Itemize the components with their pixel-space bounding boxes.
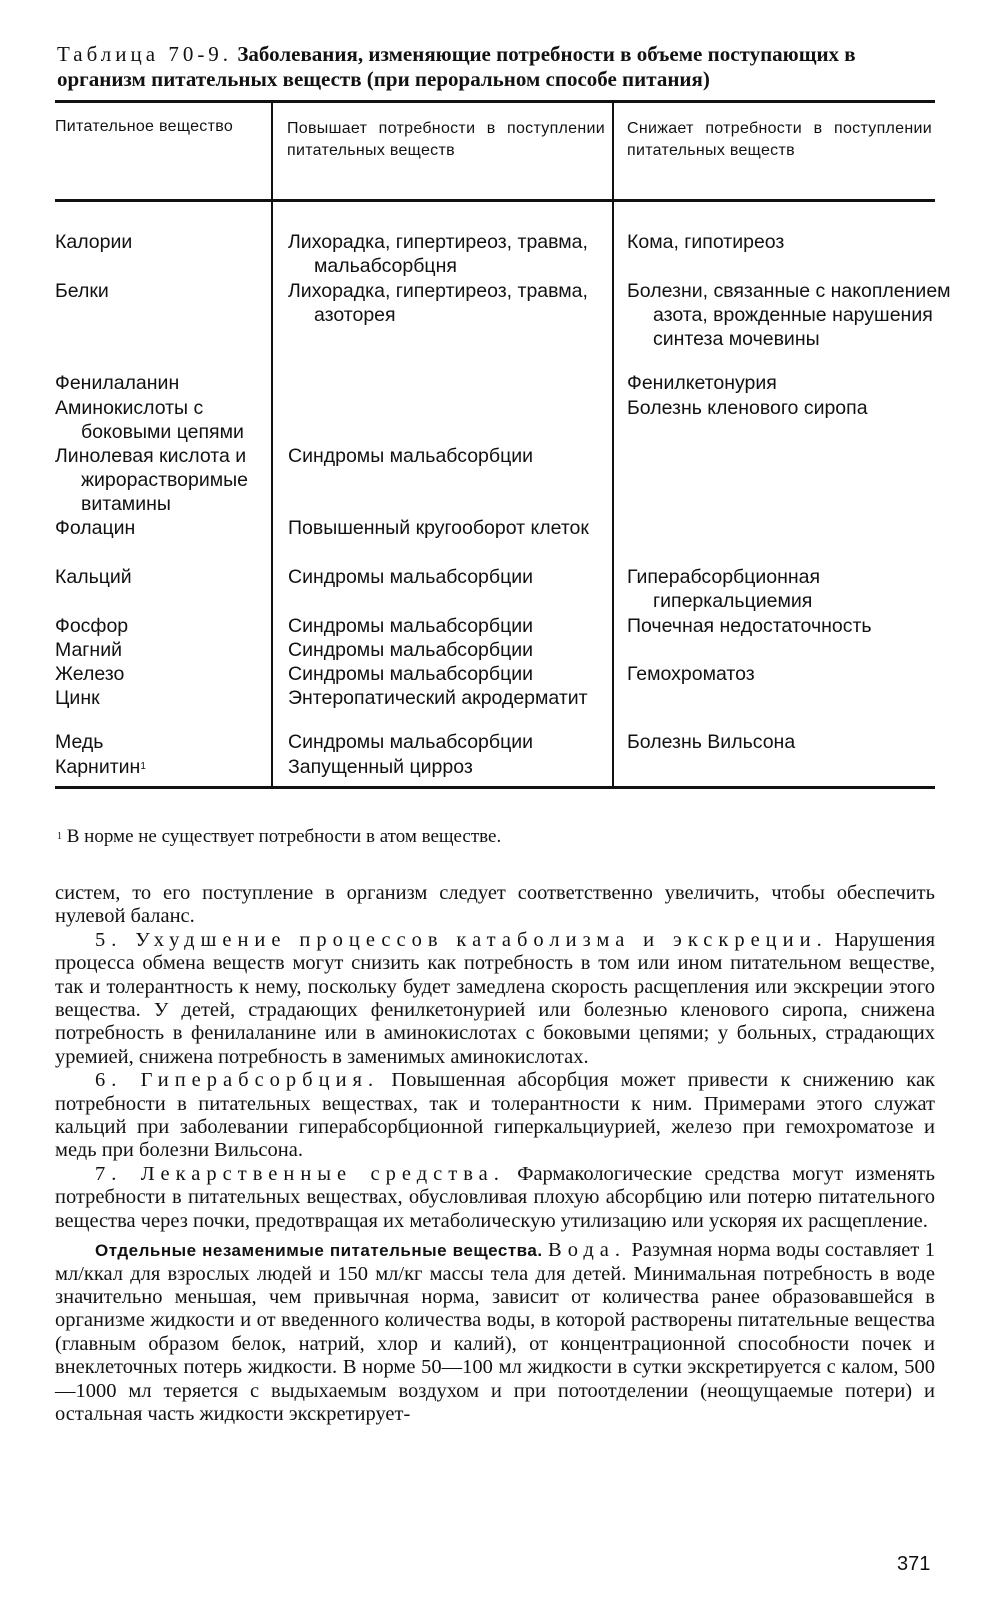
run-in-heading: Отдельные незаменимые питательные вещества. — [95, 1241, 543, 1261]
table-title: Заболевания, изменяющие потребности в объеме поступающих в организм питательных веществ (при пероральном способе питания) — [57, 42, 856, 91]
cell-increase: Запущенный цирроз — [288, 756, 473, 778]
cell-nutrient: Магний — [55, 639, 122, 661]
paragraph — [55, 929, 935, 1069]
section-heading: 7. Лекарственные средства. — [95, 1162, 505, 1185]
cell-nutrient: Фолацин — [55, 517, 136, 539]
table-body — [55, 230, 951, 780]
cell-nutrient: Белки — [55, 280, 109, 302]
cell-increase: Синдромы мальабсорбции — [288, 445, 534, 467]
table-row — [55, 614, 935, 638]
paragraph-text: Нарушения процесса обмена веществ могут снизить как потребность в том или ином питательном веществе, так и толерантность к нему, поскольку будет замедлена скорость расщепления или экскреции этого вещества. У детей, страдающих фенилкетонурией или болезнью кленового сиропа, снижена потребность в фенилаланине или в аминокислотах с боковыми цепями; у больных, страдающих уремией, снижена потребность в заменимых аминокислотах. — [55, 928, 936, 1068]
cell-decrease: Болезнь Вильсона — [627, 731, 796, 753]
header-increase: Повышает потребности в поступлении питательных веществ — [287, 120, 605, 159]
table-bottom-rule — [55, 786, 935, 789]
cell-nutrient: Железо — [55, 663, 125, 685]
header-decrease: Снижает потребности в поступлении питательных веществ — [627, 120, 932, 159]
table-row — [55, 279, 951, 371]
cell-nutrient: Цинк — [55, 687, 100, 709]
paragraph-text: Фармакологические средства могут изменять потребности в питательных веществах, обусловливая плохую абсорбцию или потерю питательного вещества через почки, предотвращая их метаболическую утилизацию или ускоряя их расщепление. — [55, 1162, 935, 1232]
cell-decrease: Почечная недостаточность — [627, 615, 872, 637]
cell-nutrient: Линолевая кислота и жирорастворимые витамины — [55, 445, 248, 515]
cell-nutrient: Аминокислоты с боковыми цепями — [55, 397, 244, 443]
body-text — [55, 882, 935, 1426]
header-nutrient: Питательное вещество — [55, 118, 234, 135]
cell-decrease: Болезнь кленового сиропа — [627, 397, 868, 419]
table-row — [55, 516, 935, 565]
cell-increase: Синдромы мальабсорбции — [288, 615, 534, 637]
cell-increase: Энтеропатический акродерматит — [288, 687, 588, 709]
table-row — [55, 755, 935, 780]
section-heading: 5. Ухудшение процессов катаболизма и экскреции. — [95, 928, 828, 951]
paragraph: систем, то его поступление в организм следует соответственно увеличить, чтобы обеспечить нулевой баланс. — [55, 882, 935, 928]
table-top-rule — [55, 100, 935, 103]
cell-nutrient: Фенилаланин — [55, 372, 180, 394]
cell-nutrient: Фосфор — [55, 615, 129, 637]
carnitine-label: Карнитин — [55, 756, 141, 778]
subsection-heading: Вода. — [548, 1239, 627, 1262]
cell-decrease: Кома, гипотиреоз — [627, 231, 785, 253]
cell-increase: Лихорадка, гипертиреоз, травма, мальабсорбцня — [288, 231, 588, 277]
footnote-text: В норме не существует потребности в атом веществе. — [66, 826, 502, 847]
cell-decrease: Гиперабсорбционная гиперкальциемия — [627, 566, 821, 612]
paragraph-text: Разумная норма воды составляет 1 мл/ккал для взрослых людей и 150 мл/кг массы тела для детей. Минимальная потребность в воде значительно меньшая, чем привычная норма, зависит от количества ранее образовавшейся в организме жидкости и от введенного количества воды, в которой растворены питательные вещества (главным образом белок, натрий, хлор и калий), от концентрационной способности почек и внеклеточных потерь жидкости. В норме 50—100 мл жидкости в сутки экскретируется с калом, 500—1000 мл теряется с выдыхаемым воздухом и при потоотделении (неощущаемые потери) и остальная часть жидкости экскретирует- — [55, 1239, 936, 1425]
header-bottom-rule — [55, 199, 935, 202]
table-caption — [57, 42, 937, 92]
cell-nutrient: Калории — [55, 231, 133, 253]
cell-increase: Лихорадка, гипертиреоз, травма, азоторея — [288, 280, 588, 326]
cell-decrease: Гемохроматоз — [627, 663, 755, 685]
paragraph — [55, 1239, 935, 1426]
table-row — [55, 444, 935, 516]
paragraph-text: Повышенная абсорбция может привести к снижению как потребности в питательных веществах, так и толерантности к ним. Примерами этого служат кальций при заболевании гиперабсорбционной гиперкальциурией, железо при гемохроматозе и медь при болезни Вильсона. — [55, 1069, 935, 1162]
cell-nutrient: Кальций — [55, 566, 132, 588]
table-label: Таблица 70-9. — [57, 42, 233, 66]
table-row — [55, 730, 935, 755]
table-row — [55, 638, 935, 662]
cell-increase: Синдромы мальабсорбции — [288, 566, 534, 588]
cell-decrease: Болезни, связанные с накоплением азота, врожденные нарушения синтеза мочевины — [627, 280, 951, 350]
section-heading: 6. Гиперабсорбция. — [95, 1069, 380, 1092]
cell-increase: Синдромы мальабсорбции — [288, 731, 534, 753]
table-row — [55, 565, 935, 614]
paragraph — [55, 1163, 935, 1233]
paragraph — [55, 1069, 935, 1163]
cell-increase: Синдромы мальабсорбции — [288, 663, 534, 685]
table-row — [55, 230, 935, 279]
cell-increase: Синдромы мальабсорбции — [288, 639, 534, 661]
footnote-mark: 1 — [57, 831, 62, 842]
footnote-marker: 1 — [140, 761, 146, 772]
page-number: 371 — [897, 1553, 931, 1575]
cell-nutrient: Медь — [55, 731, 104, 753]
table-footnote — [57, 826, 937, 848]
cell-decrease: Фенилкетонурия — [627, 372, 777, 394]
table-row — [55, 662, 935, 686]
table-row — [55, 396, 935, 444]
cell-nutrient — [55, 755, 267, 779]
table-row — [55, 371, 935, 396]
table-row — [55, 686, 935, 730]
cell-increase: Повышенный кругооборот клеток — [288, 517, 589, 539]
